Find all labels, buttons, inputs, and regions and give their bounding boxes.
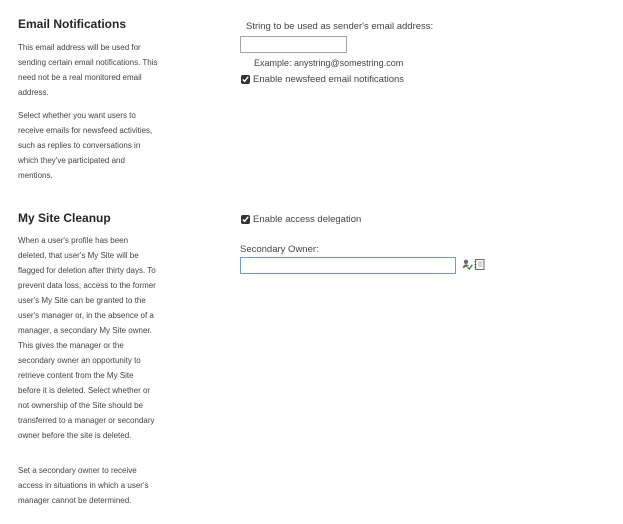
email-notifications-title: Email Notifications: [18, 17, 127, 31]
address-book-icon[interactable]: [474, 259, 485, 270]
my-site-cleanup-title: My Site Cleanup: [18, 211, 111, 225]
secondary-owner-description: Set a secondary owner to receive access in situations in which a user's manager cannot be determined.: [18, 466, 149, 505]
newsfeed-notifications-label[interactable]: Enable newsfeed email notifications: [253, 74, 405, 85]
newsfeed-description: Select whether you want users to receive emails for newsfeed activities, such as replies to conversations in which they've participated and mentions.: [18, 111, 153, 180]
secondary-owner-input[interactable]: [240, 257, 456, 274]
newsfeed-notifications-checkbox[interactable]: [241, 75, 250, 84]
sender-email-example: Example: anystring@somestring.com: [254, 58, 404, 68]
access-delegation-checkbox[interactable]: [241, 215, 250, 224]
sender-email-label: String to be used as sender's email address:: [246, 21, 434, 32]
access-delegation-option: [241, 214, 361, 225]
check-names-icon[interactable]: [462, 259, 473, 270]
email-notifications-description: This email address will be used for sending certain email notifications. This need not be a real monitored email address.: [18, 43, 158, 97]
access-delegation-label[interactable]: Enable access delegation: [253, 214, 362, 225]
newsfeed-notifications-option: [241, 74, 404, 85]
sender-email-input[interactable]: [240, 36, 347, 53]
my-site-cleanup-description: When a user's profile has been deleted, that user's My Site will be flagged for deletion after thirty days. To prevent data loss, access to the former user's My Site can be granted to the user's manager or, in the absence of a manager, a secondary My Site owner. This gives the manager or the secondary owner an opportunity to retrieve content from the My Site before it is deleted. Select whether or not ownership of the Site should be transferred to a manager or secondary owner before the site is deleted.: [18, 236, 156, 440]
secondary-owner-label: Secondary Owner:: [240, 244, 319, 255]
